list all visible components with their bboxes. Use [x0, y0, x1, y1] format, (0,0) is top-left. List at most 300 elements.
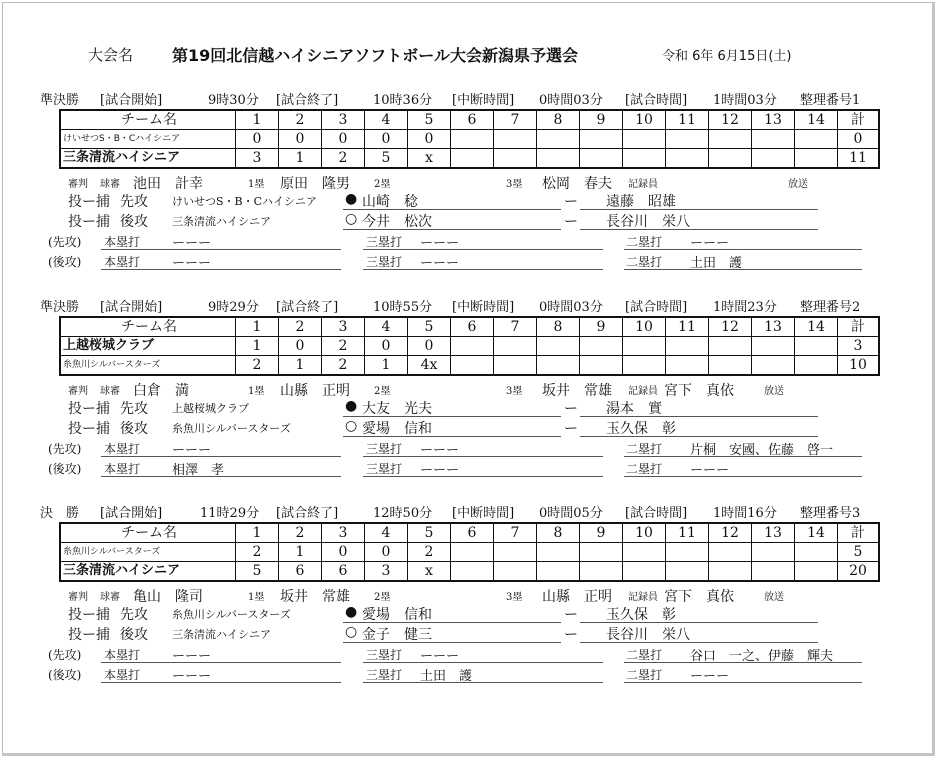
inning-header: 7	[494, 523, 537, 543]
total-header: 計	[838, 317, 880, 337]
inning-header: 10	[623, 523, 666, 543]
inning-header: 11	[666, 110, 709, 130]
dash: ー	[564, 401, 578, 417]
inning-score: 0	[365, 337, 408, 356]
battery-label: 投ー捕	[68, 194, 110, 210]
hr-players: ーーー	[172, 669, 212, 684]
inning-score	[666, 562, 709, 582]
pitcher-underline	[343, 416, 561, 417]
team-name: 三条清流ハイシニア	[60, 562, 236, 582]
triple-players: ーーー	[420, 649, 460, 664]
inning-score: 1	[236, 337, 279, 356]
battery-row	[68, 191, 676, 211]
triple-players: 土田 護	[420, 669, 473, 684]
batting-order-label: 後攻	[120, 214, 148, 230]
inning-score	[666, 543, 709, 562]
plate-label: 球審	[100, 386, 120, 397]
inning-score: 0	[365, 130, 408, 149]
triple-underline	[363, 476, 603, 477]
winner-mark: ●	[345, 398, 358, 414]
inning-score: 4x	[408, 356, 451, 376]
battery-label: 投ー捕	[68, 214, 110, 230]
inning-score	[795, 356, 838, 376]
hr-label: 本塁打	[104, 462, 141, 476]
winner-mark: ●	[345, 191, 358, 207]
inning-score	[580, 337, 623, 356]
inning-header: 13	[752, 110, 795, 130]
inning-score	[580, 130, 623, 149]
inning-score: 0	[408, 130, 451, 149]
team-total: 3	[838, 337, 880, 356]
total-header: 計	[838, 523, 880, 543]
triple-underline	[363, 269, 603, 270]
start-time: 9時29分	[208, 300, 259, 315]
inning-score: 2	[408, 543, 451, 562]
triple-players: ーーー	[420, 256, 460, 271]
tournament-name: 第19回北信越ハイシニアソフトボール大会新潟県予選会	[172, 46, 578, 65]
hr-underline	[101, 456, 341, 457]
pitcher-underline	[343, 642, 561, 643]
pitcher-name: 金子 健三	[362, 627, 432, 643]
inning-score	[451, 543, 494, 562]
inning-header: 7	[494, 317, 537, 337]
battery-label: 投ー捕	[68, 627, 110, 643]
battery-team: 糸魚川シルバースターズ	[172, 608, 291, 621]
team-total: 5	[838, 543, 880, 562]
team-row	[60, 562, 879, 582]
inning-header: 4	[365, 523, 408, 543]
title-row	[0, 44, 940, 68]
inning-score	[709, 337, 752, 356]
team-total: 0	[838, 130, 880, 149]
loser-mark: ○	[345, 211, 358, 227]
double-label: 二塁打	[626, 235, 663, 249]
pitcher-underline	[343, 209, 561, 210]
first-umpire: 坂井 常雄	[280, 589, 350, 605]
inning-header: 12	[709, 317, 752, 337]
inning-score	[494, 543, 537, 562]
broadcast-label: 放送	[764, 386, 784, 397]
inning-score	[580, 149, 623, 169]
triple-players: ーーー	[420, 463, 460, 478]
pitcher-name: 今井 松次	[362, 214, 432, 230]
inning-score	[623, 130, 666, 149]
battery-row	[68, 604, 676, 624]
dash: ー	[564, 421, 578, 437]
inning-score: 0	[322, 130, 365, 149]
hr-underline	[101, 269, 341, 270]
inning-score: 0	[365, 543, 408, 562]
inning-header: 3	[322, 110, 365, 130]
inning-score	[494, 356, 537, 376]
inning-header: 10	[623, 110, 666, 130]
catcher-name: 長谷川 栄八	[606, 627, 690, 643]
inning-score: 6	[279, 562, 322, 582]
end-label: [試合終了]	[276, 93, 339, 108]
pitcher-underline	[343, 622, 561, 623]
inning-header: 11	[666, 523, 709, 543]
inning-score	[537, 543, 580, 562]
side-label: (後攻)	[48, 462, 82, 476]
tournament-label: 大会名	[88, 46, 134, 64]
plate-label: 球審	[100, 592, 120, 603]
side-label: (先攻)	[48, 442, 82, 456]
catcher-name: 玉久保 彰	[606, 607, 676, 623]
catcher-underline	[580, 436, 818, 437]
inning-score	[451, 356, 494, 376]
hits-row-bottom	[48, 253, 743, 271]
third-umpire: 山縣 正明	[542, 589, 612, 605]
batting-order-label: 後攻	[120, 627, 148, 643]
duration-time: 1時間03分	[713, 93, 777, 108]
catcher-underline	[580, 229, 818, 230]
inning-score	[537, 356, 580, 376]
double-underline	[624, 249, 862, 250]
inning-score	[709, 130, 752, 149]
inning-header: 8	[537, 110, 580, 130]
inning-score	[494, 337, 537, 356]
inning-score: x	[408, 149, 451, 169]
inning-score: 3	[236, 149, 279, 169]
inning-header: 12	[709, 523, 752, 543]
team-name-header: チーム名	[60, 110, 236, 130]
team-name-header: チーム名	[60, 317, 236, 337]
inning-score	[709, 562, 752, 582]
battery-team: 三条清流ハイシニア	[172, 215, 271, 228]
hr-players: ーーー	[172, 443, 212, 458]
catcher-name: 湯本 實	[606, 401, 662, 417]
header-row	[60, 110, 879, 130]
third-label: 3塁	[506, 592, 523, 603]
loser-mark: ○	[345, 624, 358, 640]
hits-row-top	[48, 440, 834, 458]
header-row	[60, 317, 879, 337]
inning-header: 11	[666, 317, 709, 337]
catcher-name: 玉久保 彰	[606, 421, 676, 437]
inning-score	[795, 543, 838, 562]
inning-score	[537, 149, 580, 169]
duration-label: [試合時間]	[625, 93, 688, 108]
break-label: [中断時間]	[452, 93, 515, 108]
inning-score	[795, 562, 838, 582]
inning-header: 6	[451, 317, 494, 337]
inning-score	[752, 543, 795, 562]
inning-header: 2	[279, 317, 322, 337]
triple-label: 三塁打	[366, 462, 403, 476]
scoreboard-table	[59, 522, 880, 582]
triple-label: 三塁打	[366, 668, 403, 682]
pitcher-underline	[343, 229, 561, 230]
umpire-row	[68, 175, 808, 192]
inning-header: 4	[365, 317, 408, 337]
triple-label: 三塁打	[366, 255, 403, 269]
loser-mark: ○	[345, 418, 358, 434]
inning-score: 0	[279, 337, 322, 356]
inning-header: 5	[408, 523, 451, 543]
inning-score	[451, 130, 494, 149]
break-time: 0時間03分	[539, 93, 603, 108]
broadcast-label: 放送	[788, 179, 808, 190]
batting-order-label: 後攻	[120, 421, 148, 437]
double-underline	[624, 269, 862, 270]
game-block	[0, 296, 940, 496]
pitcher-name: 大友 光夫	[362, 401, 432, 417]
team-name: 糸魚川シルバースターズ	[60, 356, 236, 376]
start-label: [試合開始]	[100, 93, 163, 108]
inning-score	[623, 337, 666, 356]
battery-label: 投ー捕	[68, 401, 110, 417]
break-label: [中断時間]	[452, 506, 515, 521]
inning-header: 10	[623, 317, 666, 337]
inning-header: 12	[709, 110, 752, 130]
tournament-date: 令和 6年 6月15日(土)	[662, 49, 792, 64]
inning-header: 14	[795, 110, 838, 130]
inning-score	[666, 149, 709, 169]
inning-score	[580, 543, 623, 562]
end-time: 12時50分	[373, 506, 433, 521]
double-label: 二塁打	[626, 442, 663, 456]
first-label: 1塁	[248, 592, 265, 603]
double-players: 片桐 安國、佐藤 啓一	[690, 443, 834, 458]
inning-header: 8	[537, 523, 580, 543]
inning-header: 4	[365, 110, 408, 130]
side-label: (後攻)	[48, 255, 82, 269]
end-time: 10時55分	[373, 300, 433, 315]
inning-score	[666, 130, 709, 149]
catcher-underline	[580, 642, 818, 643]
inning-score	[623, 356, 666, 376]
batting-order-label: 先攻	[120, 194, 148, 210]
inning-header: 9	[580, 523, 623, 543]
team-row	[60, 149, 879, 169]
broadcast-label: 放送	[764, 592, 784, 603]
triple-players: ーーー	[420, 236, 460, 251]
scoreboard-table	[59, 316, 880, 376]
inning-score: 0	[279, 130, 322, 149]
plate-label: 球審	[100, 179, 120, 190]
inning-score: 0	[408, 337, 451, 356]
triple-underline	[363, 249, 603, 250]
inning-header: 5	[408, 110, 451, 130]
pitcher-name: 愛場 信和	[362, 421, 432, 437]
dash: ー	[564, 607, 578, 623]
inning-header: 6	[451, 110, 494, 130]
hr-label: 本塁打	[104, 648, 141, 662]
double-label: 二塁打	[626, 462, 663, 476]
battery-label: 投ー捕	[68, 607, 110, 623]
break-time: 0時間03分	[539, 300, 603, 315]
battery-row	[68, 211, 690, 231]
double-underline	[624, 662, 862, 663]
inning-header: 9	[580, 317, 623, 337]
battery-row	[68, 624, 690, 644]
start-time: 9時30分	[208, 93, 259, 108]
inning-header: 13	[752, 523, 795, 543]
duration-label: [試合時間]	[625, 506, 688, 521]
umpire-row	[68, 588, 784, 605]
start-time: 11時29分	[200, 506, 260, 521]
battery-row	[68, 418, 676, 438]
umpire-label: 審判	[68, 386, 88, 397]
round-label: 決 勝	[40, 506, 80, 521]
inning-header: 13	[752, 317, 795, 337]
third-umpire: 松岡 春夫	[542, 176, 612, 192]
inning-header: 1	[236, 523, 279, 543]
inning-score: 1	[279, 149, 322, 169]
inning-header: 3	[322, 317, 365, 337]
inning-score	[623, 562, 666, 582]
team-row	[60, 337, 879, 356]
start-label: [試合開始]	[100, 300, 163, 315]
double-underline	[624, 682, 862, 683]
inning-score	[537, 337, 580, 356]
inning-header: 2	[279, 523, 322, 543]
inning-score	[666, 356, 709, 376]
inning-score	[623, 149, 666, 169]
inning-score	[451, 562, 494, 582]
pitcher-name: 山崎 稔	[362, 194, 418, 210]
scorer-label: 記録員	[628, 592, 658, 603]
inning-score	[494, 149, 537, 169]
hr-label: 本塁打	[104, 668, 141, 682]
third-label: 3塁	[506, 179, 523, 190]
battery-team: 糸魚川シルバースターズ	[172, 422, 291, 435]
inning-score: 3	[365, 562, 408, 582]
inning-score: 5	[365, 149, 408, 169]
inning-score	[709, 149, 752, 169]
sequence-number: 整理番号3	[800, 506, 861, 521]
hits-row-bottom	[48, 460, 730, 478]
end-label: [試合終了]	[276, 506, 339, 521]
break-label: [中断時間]	[452, 300, 515, 315]
team-name: 糸魚川シルバースターズ	[60, 543, 236, 562]
hr-underline	[101, 682, 341, 683]
second-label: 2塁	[374, 386, 391, 397]
double-players: ーーー	[690, 236, 730, 251]
scoreboard-table	[59, 109, 880, 169]
inning-score: 2	[322, 337, 365, 356]
inning-score	[795, 149, 838, 169]
inning-score	[451, 337, 494, 356]
catcher-underline	[580, 209, 818, 210]
triple-underline	[363, 456, 603, 457]
inning-score: 5	[236, 562, 279, 582]
inning-score: 2	[236, 356, 279, 376]
catcher-underline	[580, 622, 818, 623]
team-total: 10	[838, 356, 880, 376]
team-name: 上越桜城クラブ	[60, 337, 236, 356]
hr-players: ーーー	[172, 256, 212, 271]
duration-label: [試合時間]	[625, 300, 688, 315]
inning-header: 2	[279, 110, 322, 130]
dash: ー	[564, 627, 578, 643]
winner-mark: ●	[345, 604, 358, 620]
batting-order-label: 先攻	[120, 607, 148, 623]
inning-score: 1	[365, 356, 408, 376]
hits-row-top	[48, 233, 730, 251]
double-players: 谷口 一之、伊藤 輝夫	[690, 649, 834, 664]
second-label: 2塁	[374, 592, 391, 603]
catcher-name: 長谷川 栄八	[606, 214, 690, 230]
team-name: けいせつS・B・Cハイシニア	[60, 130, 236, 149]
inning-score	[752, 337, 795, 356]
inning-score	[537, 562, 580, 582]
umpire-label: 審判	[68, 179, 88, 190]
hr-underline	[101, 476, 341, 477]
hits-row-bottom	[48, 666, 730, 684]
double-label: 二塁打	[626, 668, 663, 682]
third-label: 3塁	[506, 386, 523, 397]
catcher-name: 遠藤 昭雄	[606, 194, 676, 210]
end-label: [試合終了]	[276, 300, 339, 315]
triple-label: 三塁打	[366, 648, 403, 662]
inning-score: 2	[322, 149, 365, 169]
hr-players: ーーー	[172, 649, 212, 664]
inning-score	[752, 130, 795, 149]
hr-underline	[101, 662, 341, 663]
plate-umpire: 白倉 満	[133, 383, 189, 399]
dash: ー	[564, 214, 578, 230]
team-total: 11	[838, 149, 880, 169]
inning-score	[580, 562, 623, 582]
battery-label: 投ー捕	[68, 421, 110, 437]
umpire-label: 審判	[68, 592, 88, 603]
inning-score: 1	[279, 356, 322, 376]
plate-umpire: 池田 計幸	[133, 176, 203, 192]
inning-header: 1	[236, 317, 279, 337]
inning-header: 1	[236, 110, 279, 130]
first-umpire: 山縣 正明	[280, 383, 350, 399]
inning-score: 2	[236, 543, 279, 562]
double-players: 土田 護	[690, 256, 743, 271]
double-label: 二塁打	[626, 648, 663, 662]
team-row	[60, 130, 879, 149]
dash: ー	[564, 194, 578, 210]
battery-team: 三条清流ハイシニア	[172, 628, 271, 641]
total-header: 計	[838, 110, 880, 130]
inning-score: 6	[322, 562, 365, 582]
scorer-label: 記録員	[628, 386, 658, 397]
double-label: 二塁打	[626, 255, 663, 269]
hr-players: ーーー	[172, 236, 212, 251]
battery-row	[68, 398, 662, 418]
inning-score	[623, 543, 666, 562]
header-row	[60, 523, 879, 543]
inning-score	[666, 337, 709, 356]
inning-header: 6	[451, 523, 494, 543]
battery-team: 上越桜城クラブ	[172, 402, 249, 415]
break-time: 0時間05分	[539, 506, 603, 521]
side-label: (後攻)	[48, 668, 82, 682]
inning-score: 2	[322, 356, 365, 376]
team-row	[60, 543, 879, 562]
hr-label: 本塁打	[104, 235, 141, 249]
round-label: 準決勝	[40, 93, 80, 108]
double-players: ーーー	[690, 669, 730, 684]
inning-score: 1	[279, 543, 322, 562]
round-label: 準決勝	[40, 300, 80, 315]
team-total: 20	[838, 562, 880, 582]
double-underline	[624, 456, 862, 457]
hits-row-top	[48, 646, 834, 664]
triple-underline	[363, 662, 603, 663]
triple-players: ーーー	[420, 443, 460, 458]
inning-header: 8	[537, 317, 580, 337]
inning-header: 7	[494, 110, 537, 130]
inning-score	[709, 356, 752, 376]
scorer-name: 宮下 真依	[664, 589, 734, 605]
pitcher-name: 愛場 信和	[362, 607, 432, 623]
